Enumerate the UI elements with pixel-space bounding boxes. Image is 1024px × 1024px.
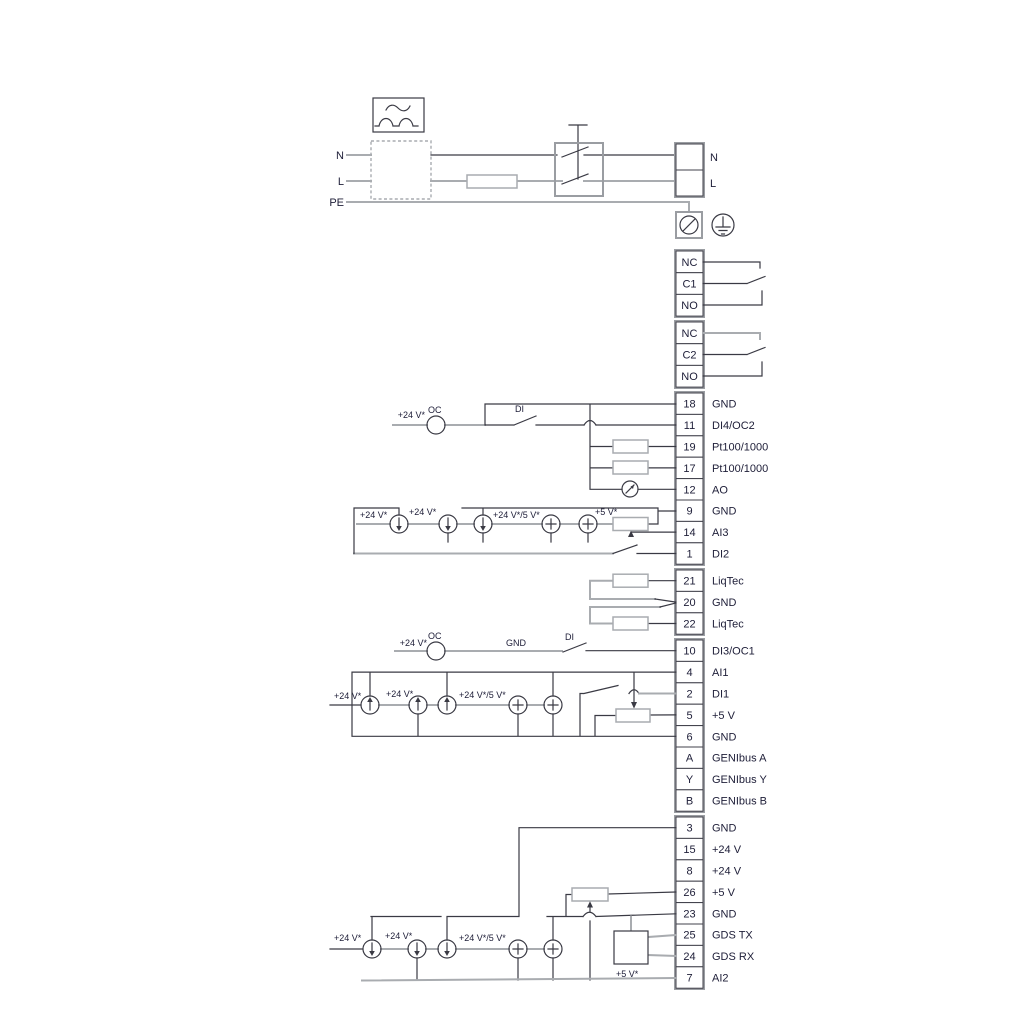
terminal-Y: Y xyxy=(685,774,694,787)
fuse-symbol xyxy=(467,175,517,188)
terminal-19: 19 xyxy=(683,441,696,454)
relay2-contact-wires xyxy=(703,348,765,377)
terminal-2-label: DI1 xyxy=(712,688,730,701)
terminal-14-label: AI3 xyxy=(712,527,729,540)
terminal-1-label: DI2 xyxy=(712,548,730,561)
current-source-down-icon xyxy=(390,515,408,533)
ai1-di1-circuit xyxy=(330,672,676,736)
plus24v-label: +24 V* xyxy=(409,507,437,517)
terminal-26: 26 xyxy=(683,886,696,899)
relay1-no: NO xyxy=(681,300,698,313)
open-collector-icon xyxy=(427,642,445,660)
voltage-source-plus-icon xyxy=(579,515,597,533)
relay2-nc: NC xyxy=(681,327,698,340)
relay1-nc: NC xyxy=(681,256,698,269)
gnd-wire-label: GND xyxy=(506,638,526,648)
power-pe-left-label: PE xyxy=(329,197,344,209)
plus24v-5v-label: +24 V*/5 V* xyxy=(493,510,540,520)
ai1-gray-wires xyxy=(379,694,676,706)
current-source-down-icon xyxy=(438,940,456,958)
plus24v-5v-label: +24 V*/5 V* xyxy=(459,933,506,943)
terminal-25: 25 xyxy=(683,929,696,942)
terminal-7-label: AI2 xyxy=(712,972,729,985)
terminal-15-label: +24 V xyxy=(712,844,742,857)
terminal-24-label: GDS RX xyxy=(712,951,755,964)
terminal-23: 23 xyxy=(683,908,696,921)
voltage-source-plus-icon xyxy=(509,696,527,714)
terminal-20-label: GND xyxy=(712,597,737,610)
terminal-9: 9 xyxy=(686,505,693,518)
plus24v-label: +24 V* xyxy=(334,691,362,701)
terminal-21: 21 xyxy=(683,575,696,588)
liqtec-sensor-symbol xyxy=(613,617,648,630)
current-source-up-icon xyxy=(438,696,456,714)
liqtec-black-wires xyxy=(648,581,676,624)
current-source-down-icon xyxy=(408,940,426,958)
power-l-right-label: L xyxy=(710,178,717,190)
terminal-Y-label: GENIbus Y xyxy=(712,774,767,787)
terminal-10: 10 xyxy=(683,645,696,658)
plus24v-label: +24 V* xyxy=(386,689,414,699)
potentiometer-symbol xyxy=(616,709,650,722)
power-section xyxy=(329,98,734,238)
power-l-left-label: L xyxy=(337,176,344,188)
terminal-21-label: LiqTec xyxy=(712,575,744,588)
plus5v-label: +5 V* xyxy=(616,969,639,979)
supply-unit-dashed-box xyxy=(371,141,431,199)
di3-oc1-circuit xyxy=(395,631,676,660)
terminal-24: 24 xyxy=(683,951,696,964)
power-n-left-label: N xyxy=(336,150,344,162)
terminal-22: 22 xyxy=(683,618,696,631)
di4-oc2-circuit xyxy=(393,404,676,497)
plus5v-label: +5 V* xyxy=(595,507,618,517)
current-source-down-icon xyxy=(439,515,457,533)
terminal-18-label: GND xyxy=(712,398,737,411)
relay1-contact-wires xyxy=(703,262,765,305)
relay2-nc-wire xyxy=(703,333,760,339)
terminal-17-label: Pt100/1000 xyxy=(712,462,769,475)
plus24v-label: +24 V* xyxy=(399,638,427,648)
voltage-source-plus-icon xyxy=(509,940,527,958)
di-label: DI xyxy=(515,404,524,414)
terminal-5-label: +5 V xyxy=(712,709,735,722)
terminal-strip-4 xyxy=(675,816,755,989)
potentiometer-symbol xyxy=(613,518,648,531)
terminal-20: 20 xyxy=(683,597,696,610)
plus24v-5v-label: +24 V*/5 V* xyxy=(459,690,506,700)
di-label: DI xyxy=(565,632,574,642)
oc-label: OC xyxy=(428,405,442,415)
terminal-11-label: DI4/OC2 xyxy=(712,420,755,433)
voltage-source-plus-icon xyxy=(544,696,562,714)
liqtec-sensor-symbol xyxy=(613,574,648,587)
earth-ground-icon xyxy=(712,214,734,236)
relay1-block xyxy=(675,250,765,317)
voltage-source-plus-icon xyxy=(542,515,560,533)
ai2-gds-circuit xyxy=(330,828,676,981)
pe-terminal-symbol xyxy=(676,212,702,238)
setpoint-arrow xyxy=(631,702,637,709)
mains-sine-icon xyxy=(373,98,424,132)
potentiometer-symbol xyxy=(572,888,608,901)
terminal-19-label: Pt100/1000 xyxy=(712,441,769,454)
terminal-11: 11 xyxy=(683,420,696,433)
plus24v-label: +24 V* xyxy=(397,410,425,420)
oc-label: OC xyxy=(428,631,442,641)
open-collector-icon xyxy=(427,416,445,434)
terminal-25-label: GDS TX xyxy=(712,929,753,942)
terminal-4-label: AI1 xyxy=(712,667,729,680)
terminal-9-label: GND xyxy=(712,505,737,518)
terminal-2: 2 xyxy=(686,688,693,701)
terminal-17: 17 xyxy=(683,462,696,475)
terminal-1: 1 xyxy=(686,548,693,561)
liqtec-sensor-circuit xyxy=(590,574,676,630)
power-terminal-block xyxy=(675,143,718,197)
terminal-10-label: DI3/OC1 xyxy=(712,645,755,658)
terminal-A: A xyxy=(685,752,694,765)
voltage-source-plus-icon xyxy=(544,940,562,958)
terminal-6: 6 xyxy=(686,731,693,744)
terminal-23-label: GND xyxy=(712,908,737,921)
relay2-block xyxy=(675,321,765,388)
terminal-4: 4 xyxy=(686,667,693,680)
terminal-5: 5 xyxy=(686,709,693,722)
terminal-B-label: GENIbus B xyxy=(712,795,768,808)
terminal-18: 18 xyxy=(683,398,696,411)
relay2-no: NO xyxy=(681,371,698,384)
terminal-B: B xyxy=(685,795,694,808)
di3-switch-wire xyxy=(563,643,676,652)
plus24v-label: +24 V* xyxy=(360,510,388,520)
ai3-di2-circuit xyxy=(354,507,676,554)
terminal-12-label: AO xyxy=(712,484,728,497)
wire-jump xyxy=(583,912,596,916)
current-source-up-icon xyxy=(361,696,379,714)
power-gray-wires xyxy=(347,155,689,212)
pt100-resistor-symbol xyxy=(613,440,648,453)
terminal-22-label: LiqTec xyxy=(712,618,744,631)
pt100-resistor-symbol xyxy=(613,461,648,474)
current-source-down-icon xyxy=(363,940,381,958)
current-source-up-icon xyxy=(409,696,427,714)
terminal-15: 15 xyxy=(683,844,696,857)
relay2-c2: C2 xyxy=(682,349,697,362)
current-source-down-icon xyxy=(474,515,492,533)
plus24v-label: +24 V* xyxy=(385,931,413,941)
gds-sensor-module-box xyxy=(614,931,648,964)
terminal-8: 8 xyxy=(686,865,693,878)
terminal-3: 3 xyxy=(686,822,693,835)
power-n-right-label: N xyxy=(710,152,718,164)
terminal-14: 14 xyxy=(683,527,696,540)
terminal-strip-1 xyxy=(675,392,768,565)
terminal-26-label: +5 V xyxy=(712,886,735,899)
terminal-7: 7 xyxy=(686,972,693,985)
analog-output-gauge-icon xyxy=(622,481,638,497)
plus24v-label: +24 V* xyxy=(334,933,362,943)
terminal-6-label: GND xyxy=(712,731,737,744)
terminal-3-label: GND xyxy=(712,822,737,835)
terminal-A-label: GENIbus A xyxy=(712,752,767,765)
relay1-c1: C1 xyxy=(682,278,697,291)
terminal-12: 12 xyxy=(683,484,696,497)
terminal-8-label: +24 V xyxy=(712,865,742,878)
terminal-strip-liqtec xyxy=(675,569,744,635)
terminal-strip-3 xyxy=(675,639,767,812)
pot-wiper-arrow xyxy=(587,901,593,907)
